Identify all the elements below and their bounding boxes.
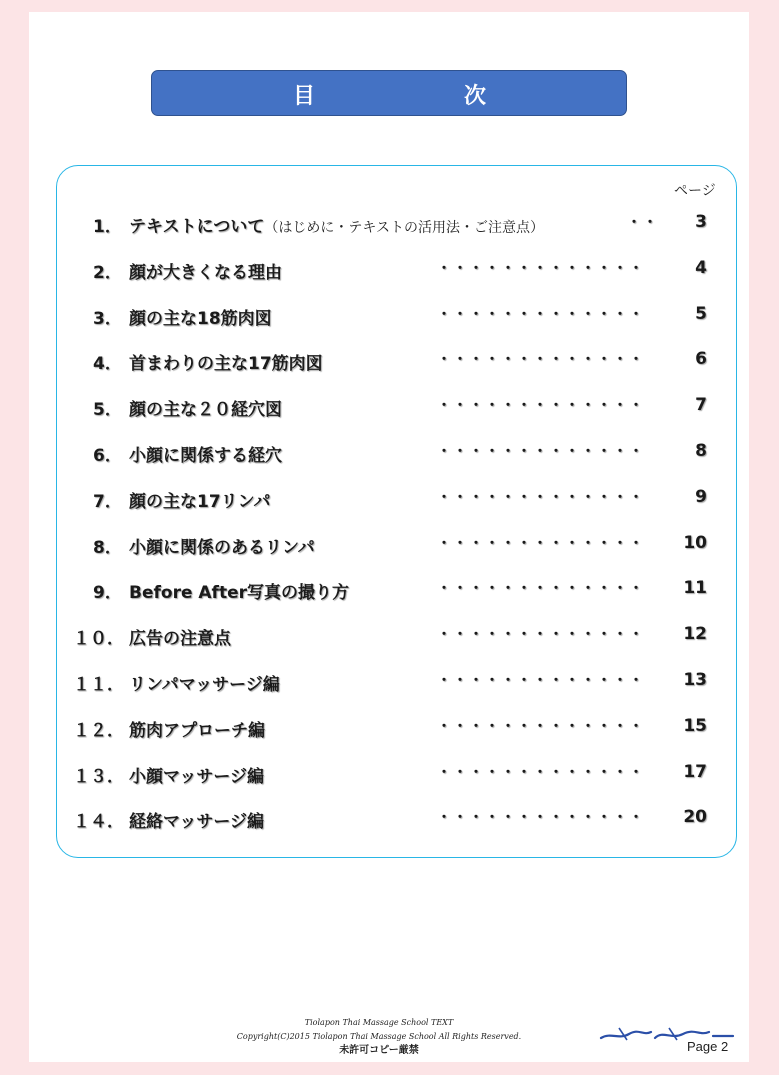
toc-entry-title-text: 小顔に関係のあるリンパ: [129, 537, 315, 558]
toc-entry-page: 11: [683, 578, 707, 599]
toc-entry: [29, 578, 749, 604]
toc-entry-title-text: 顔が大きくなる理由: [129, 262, 282, 283]
footer: [179, 1016, 579, 1058]
toc-entry-title: [129, 716, 265, 741]
toc-entry-title-text: Before After写真の撮り方: [129, 583, 349, 604]
toc-entry-number: 2．: [93, 262, 122, 283]
toc-entry-title: [129, 533, 315, 558]
toc-entry-number: 7．: [93, 491, 122, 512]
toc-entry-title-text: 首まわりの主な17筋肉図: [129, 354, 323, 375]
toc-entry-number: １４．: [73, 812, 124, 833]
toc-entry-title: [129, 441, 282, 466]
toc-entry-title-text: 顔の主な２０経穴図: [129, 400, 282, 421]
toc-entry: [29, 762, 749, 788]
toc-entry: [29, 304, 749, 330]
toc-dot-leader: ・・・・・・・・・・・・・: [437, 398, 645, 415]
toc-dot-leader: ・・: [627, 215, 659, 231]
toc-dot-leader: ・・・・・・・・・・・・・: [437, 306, 645, 323]
toc-entry: [29, 670, 749, 696]
toc-dot-leader: ・・・・・・・・・・・・・: [437, 764, 645, 781]
toc-dot-leader: ・・・・・・・・・・・・・: [437, 627, 645, 644]
toc-entry-title-text: 小顔マッサージ編: [129, 766, 264, 787]
toc-entry-title-text: 広告の注意点: [129, 629, 231, 650]
toc-dot-leader: ・・・・・・・・・・・・・: [437, 489, 645, 506]
toc-entry-page: 7: [695, 395, 707, 416]
toc-entry-number: 3．: [93, 308, 122, 329]
toc-entry-page: 12: [683, 624, 707, 645]
toc-entry-number: 6．: [93, 446, 122, 466]
toc-entry-page: 5: [695, 303, 707, 324]
toc-entry-page: 6: [695, 349, 707, 370]
toc-entry-number: 9．: [93, 583, 122, 604]
title-char-1: 目: [293, 84, 316, 109]
toc-entry-page: 8: [695, 441, 707, 461]
toc-entry-page: 10: [683, 532, 707, 553]
page-number: Page 2: [687, 1039, 729, 1054]
toc-dot-leader: ・・・・・・・・・・・・・: [437, 444, 645, 460]
toc-entry-number: 5．: [93, 400, 122, 421]
toc-entry-page: 13: [683, 670, 707, 690]
title-char-2: 次: [464, 84, 487, 109]
document-page: [29, 12, 749, 1062]
toc-dot-leader: ・・・・・・・・・・・・・: [437, 718, 645, 735]
toc-entry-title: [129, 624, 231, 649]
toc-entry-title-text: リンパマッサージ編: [129, 675, 280, 695]
toc-entry: [29, 258, 749, 284]
toc-entry-page: 4: [695, 257, 707, 278]
toc-entry-title-text: 顔の主な18筋肉図: [129, 308, 272, 329]
toc-entry-title-text: 筋肉アプローチ編: [129, 720, 265, 741]
toc-entry-page: 9: [695, 486, 707, 507]
toc-entry-title: [129, 304, 272, 329]
toc-dot-leader: ・・・・・・・・・・・・・: [437, 810, 645, 827]
toc-entry-title: [129, 807, 264, 832]
toc-entry-number: 8．: [93, 537, 122, 558]
toc-title-banner: [151, 70, 627, 116]
toc-entry: [29, 807, 749, 833]
footer-no-copy-notice: 未許可コピー厳禁: [339, 1045, 419, 1056]
toc-entry-title: [129, 395, 282, 420]
toc-entry-number: １２．: [73, 720, 124, 741]
toc-dot-leader: ・・・・・・・・・・・・・: [437, 581, 645, 598]
toc-entry-number: １１．: [73, 675, 124, 695]
toc-entry: [29, 212, 749, 238]
toc-entry-title: [129, 578, 349, 603]
toc-entry-title: [129, 258, 282, 283]
toc-entry-page: 3: [695, 212, 707, 232]
toc-entry-title-text: テキストについて: [129, 217, 265, 237]
toc-entry-page: 17: [683, 761, 707, 782]
toc-entry-page: 15: [683, 715, 707, 736]
toc-entry: [29, 487, 749, 513]
toc-entry-note: （はじめに・テキストの活用法・ご注意点）: [264, 220, 545, 236]
toc-dot-leader: ・・・・・・・・・・・・・: [437, 535, 645, 552]
toc-entry: [29, 441, 749, 467]
toc-entry: [29, 533, 749, 559]
toc-entry-title-text: 顔の主な17リンパ: [129, 491, 271, 512]
toc-entry-title: [129, 212, 544, 237]
toc-entry-title-text: 経絡マッサージ編: [129, 812, 264, 833]
toc-dot-leader: ・・・・・・・・・・・・・: [437, 352, 645, 369]
toc-entry-number: 4．: [93, 354, 122, 375]
footer-copyright: Copyright(C)2015 Tiolapon Thai Massage School All Rights Reserved.: [236, 1032, 522, 1041]
toc-entry: [29, 716, 749, 742]
page-column-header: ページ: [674, 183, 716, 199]
toc-entry-title: [129, 670, 280, 695]
footer-line-1: Tiolapon Thai Massage School TEXT: [304, 1018, 454, 1027]
toc-entry-number: １３．: [73, 766, 124, 787]
toc-dot-leader: ・・・・・・・・・・・・・: [437, 673, 645, 689]
toc-dot-leader: ・・・・・・・・・・・・・: [437, 260, 645, 277]
toc-entry-title: [129, 349, 323, 374]
toc-entry: [29, 349, 749, 375]
toc-entry-title: [129, 487, 270, 512]
toc-entry-page: 20: [683, 807, 707, 828]
toc-entry: [29, 395, 749, 421]
toc-entry-number: 1．: [93, 217, 122, 237]
toc-entry: [29, 624, 749, 650]
toc-entry-title-text: 小顔に関係する経穴: [129, 446, 282, 466]
toc-entry-title: [129, 762, 264, 787]
toc-entry-number: １０．: [73, 629, 124, 650]
